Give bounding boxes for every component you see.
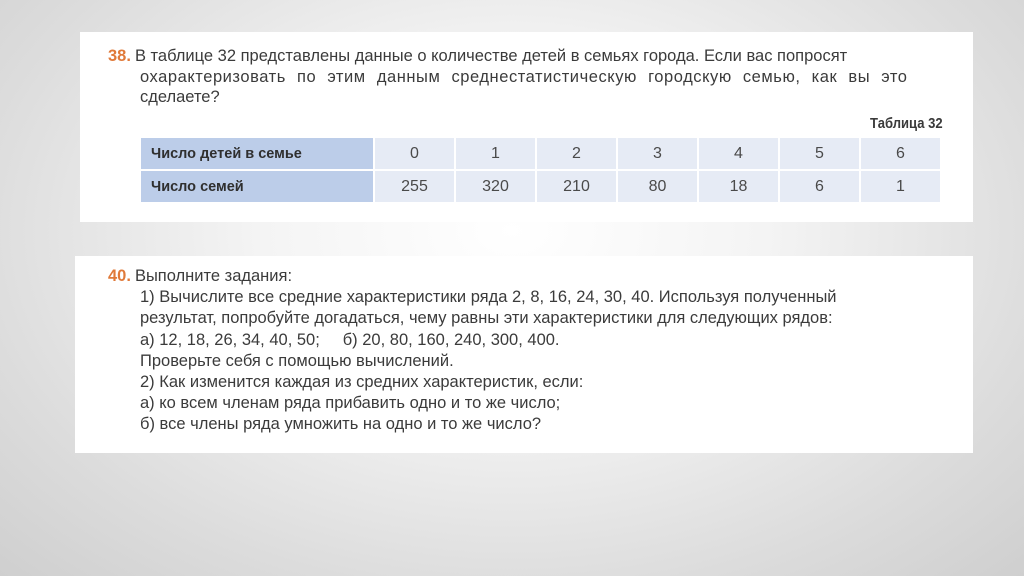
children-families-table xyxy=(139,136,942,204)
task-40-line-7: а) ко всем членам ряда прибавить одно и то же число; xyxy=(140,394,561,413)
table-cell: 1 xyxy=(456,138,535,169)
task-40-number: 40. xyxy=(108,267,131,285)
task-38-line-3: сделаете? xyxy=(140,88,220,106)
table-row-children-count xyxy=(141,138,940,169)
table-cell: 4 xyxy=(699,138,778,169)
task-40-panel xyxy=(75,256,973,453)
table-cell: 6 xyxy=(780,171,859,202)
table-cell: 320 xyxy=(456,171,535,202)
table-cell: 18 xyxy=(699,171,778,202)
task-40-text xyxy=(108,266,968,436)
table-cell: 210 xyxy=(537,171,616,202)
table-cell: 5 xyxy=(780,138,859,169)
task-40-line-6: 2) Как изменится каждая из средних характеристик, если: xyxy=(140,373,584,392)
task-40-line-8: б) все члены ряда умножить на одно и то же число? xyxy=(140,415,542,434)
table-cell: 2 xyxy=(537,138,616,169)
task-38-panel xyxy=(80,32,973,222)
table-cell: 6 xyxy=(861,138,940,169)
task-40-line-2: 1) Вычислите все средние характеристики ряда 2, 8, 16, 24, 30, 40. Используя полученный xyxy=(140,288,837,307)
task-38-text xyxy=(108,46,943,108)
table-row-families-count xyxy=(141,171,940,202)
table-caption: Таблица 32 xyxy=(870,116,943,132)
table-cell: 255 xyxy=(375,171,454,202)
row-header: Число детей в семье xyxy=(141,138,373,169)
task-40-line-4: а) 12, 18, 26, 34, 40, 50; б) 20, 80, 160, 240, 300, 400. xyxy=(140,330,560,349)
table-cell: 1 xyxy=(861,171,940,202)
row-header: Число семей xyxy=(141,171,373,202)
task-40-line-1: 40. Выполните задания: xyxy=(108,267,293,285)
task-38-line-2: охарактеризовать по этим данным среднестатистическую городскую семью, как вы это xyxy=(140,67,908,86)
table-cell: 3 xyxy=(618,138,697,169)
task-40-line-3: результат, попробуйте догадаться, чему равны эти характеристики для следующих рядов: xyxy=(140,309,833,328)
task-38-line-1: 38. В таблице 32 представлены данные о количестве детей в семьях города. Если вас попросят xyxy=(108,47,848,65)
task-40-line-5: Проверьте себя с помощью вычислений. xyxy=(140,351,454,370)
table-cell: 0 xyxy=(375,138,454,169)
table-cell: 80 xyxy=(618,171,697,202)
task-38-number: 38. xyxy=(108,47,131,65)
